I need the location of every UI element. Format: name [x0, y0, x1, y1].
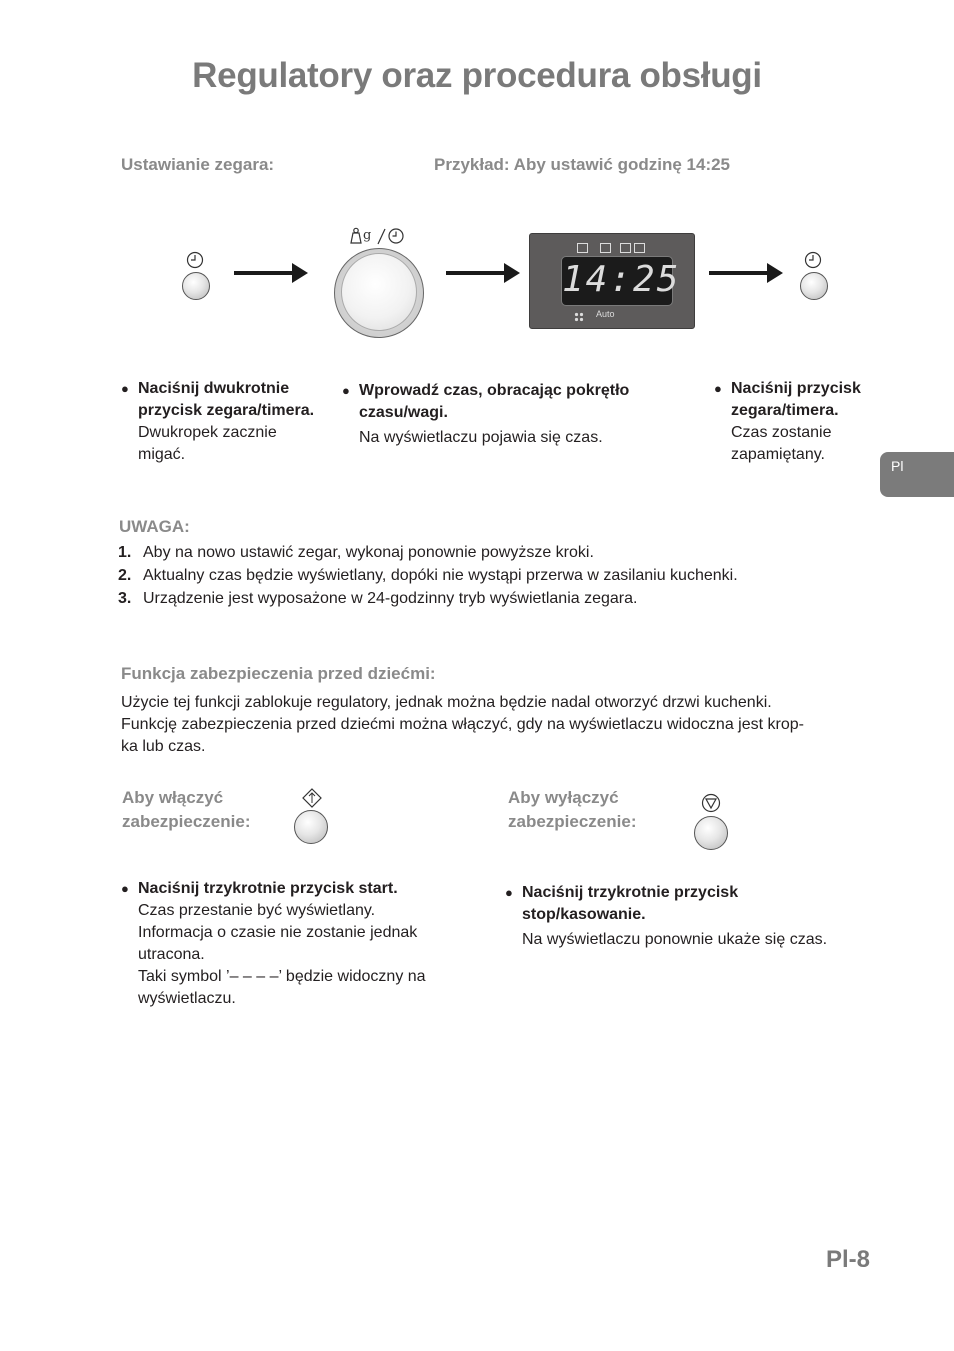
enable-lock-steps: ● Naciśnij trzykrotnie przycisk start. Czas przestanie być wyświetlany. Informacja o czasie nie zostanie jednak utracona. Taki symbol ’– – – –’ będzie widoczny na wyświetlaczu.: [138, 878, 478, 1010]
clock-timer-button-confirm[interactable]: [800, 272, 828, 300]
child-lock-intro: Użycie tej funkcji zablokuje regulatory, jednak można będzie nadal otworzyć drzwi kuchenki. Funkcję zabezpieczenia przed dziećmi można włączyć, gdy na wyświetlaczu widoczna jest krop- ka lub czas.: [121, 694, 804, 755]
note-item: 1. Aby na nowo ustawić zegar, wykonaj ponownie powyższe kroki.: [118, 544, 594, 561]
step-1: ● Naciśnij dwukrotnie przycisk zegara/timera. Dwukropek zacznie migać.: [138, 378, 323, 466]
weight-unit-label: g: [363, 228, 372, 243]
step-2-instruction: Wprowadź czas, obracając pokrętło czasu/wagi.: [359, 382, 630, 421]
stop-reset-button[interactable]: [694, 816, 728, 850]
step-1-result: Dwukropek zacznie migać.: [138, 424, 277, 463]
clock-icon: [804, 251, 822, 269]
time-weight-knob[interactable]: [334, 248, 424, 338]
arrow-right-1: [234, 271, 296, 275]
clock-example-heading: Przykład: Aby ustawić godzinę 14:25: [434, 155, 731, 174]
disable-lock-label: Aby wyłączyć zabezpieczenie:: [508, 788, 637, 831]
child-lock-heading: Funkcja zabezpieczenia przed dziećmi:: [121, 664, 436, 683]
page-number: Pl-8: [826, 1246, 871, 1273]
enable-lock-instruction: Naciśnij trzykrotnie przycisk start.: [138, 880, 398, 897]
fan-icon: [574, 309, 584, 319]
step-1-instruction: Naciśnij dwukrotnie przycisk zegara/timera.: [138, 380, 315, 419]
weight-icon: [348, 225, 408, 247]
step-2: ● Wprowadź czas, obracając pokrętło czasu/wagi. Na wyświetlaczu pojawia się czas.: [359, 380, 679, 449]
display-auto-label: Auto: [596, 309, 615, 319]
mode-icon-1: [577, 243, 588, 253]
disable-lock-steps: ● Naciśnij trzykrotnie przycisk stop/kasowanie. Na wyświetlaczu ponownie ukaże się czas.: [505, 884, 828, 948]
stop-icon: [701, 793, 721, 813]
step-2-result: Na wyświetlaczu pojawia się czas.: [359, 429, 603, 446]
note-item: 3. Urządzenie jest wyposażone w 24-godzinny tryb wyświetlania zegara.: [118, 590, 638, 607]
start-button[interactable]: [294, 810, 328, 844]
display-screen: [561, 256, 681, 306]
step-3: ● Naciśnij przycisk zegara/timera. Czas zostanie zapamiętany.: [731, 378, 881, 466]
mode-icon-2: [600, 243, 611, 253]
step-3-result: Czas zostanie zapamiętany.: [731, 424, 832, 463]
page-title: Regulatory oraz procedura obsługi: [192, 56, 762, 95]
mode-icon-4: [634, 243, 645, 253]
step-3-instruction: Naciśnij przycisk zegara/timera.: [731, 380, 861, 419]
arrow-right-2: [446, 271, 508, 275]
note-list: [118, 541, 878, 610]
knob-face: [341, 253, 417, 331]
note-item: 2. Aktualny czas będzie wyświetlany, dopóki nie wystąpi przerwa w zasilaniu kuchenki.: [118, 567, 738, 584]
arrow-right-3: [709, 271, 771, 275]
oven-display: [529, 233, 695, 329]
note-heading: UWAGA:: [119, 517, 190, 536]
clock-timer-button[interactable]: [182, 272, 210, 300]
knob-label: [348, 225, 408, 247]
clock-section-heading: Ustawianie zegara:: [121, 155, 275, 174]
enable-lock-label: Aby włączyć zabezpieczenie:: [122, 788, 251, 831]
language-tab: Pl: [880, 452, 954, 497]
start-diamond-icon: [302, 788, 322, 808]
clock-icon: [186, 251, 204, 269]
mode-icon-3: [620, 243, 631, 253]
display-time: 14:25: [562, 259, 681, 300]
